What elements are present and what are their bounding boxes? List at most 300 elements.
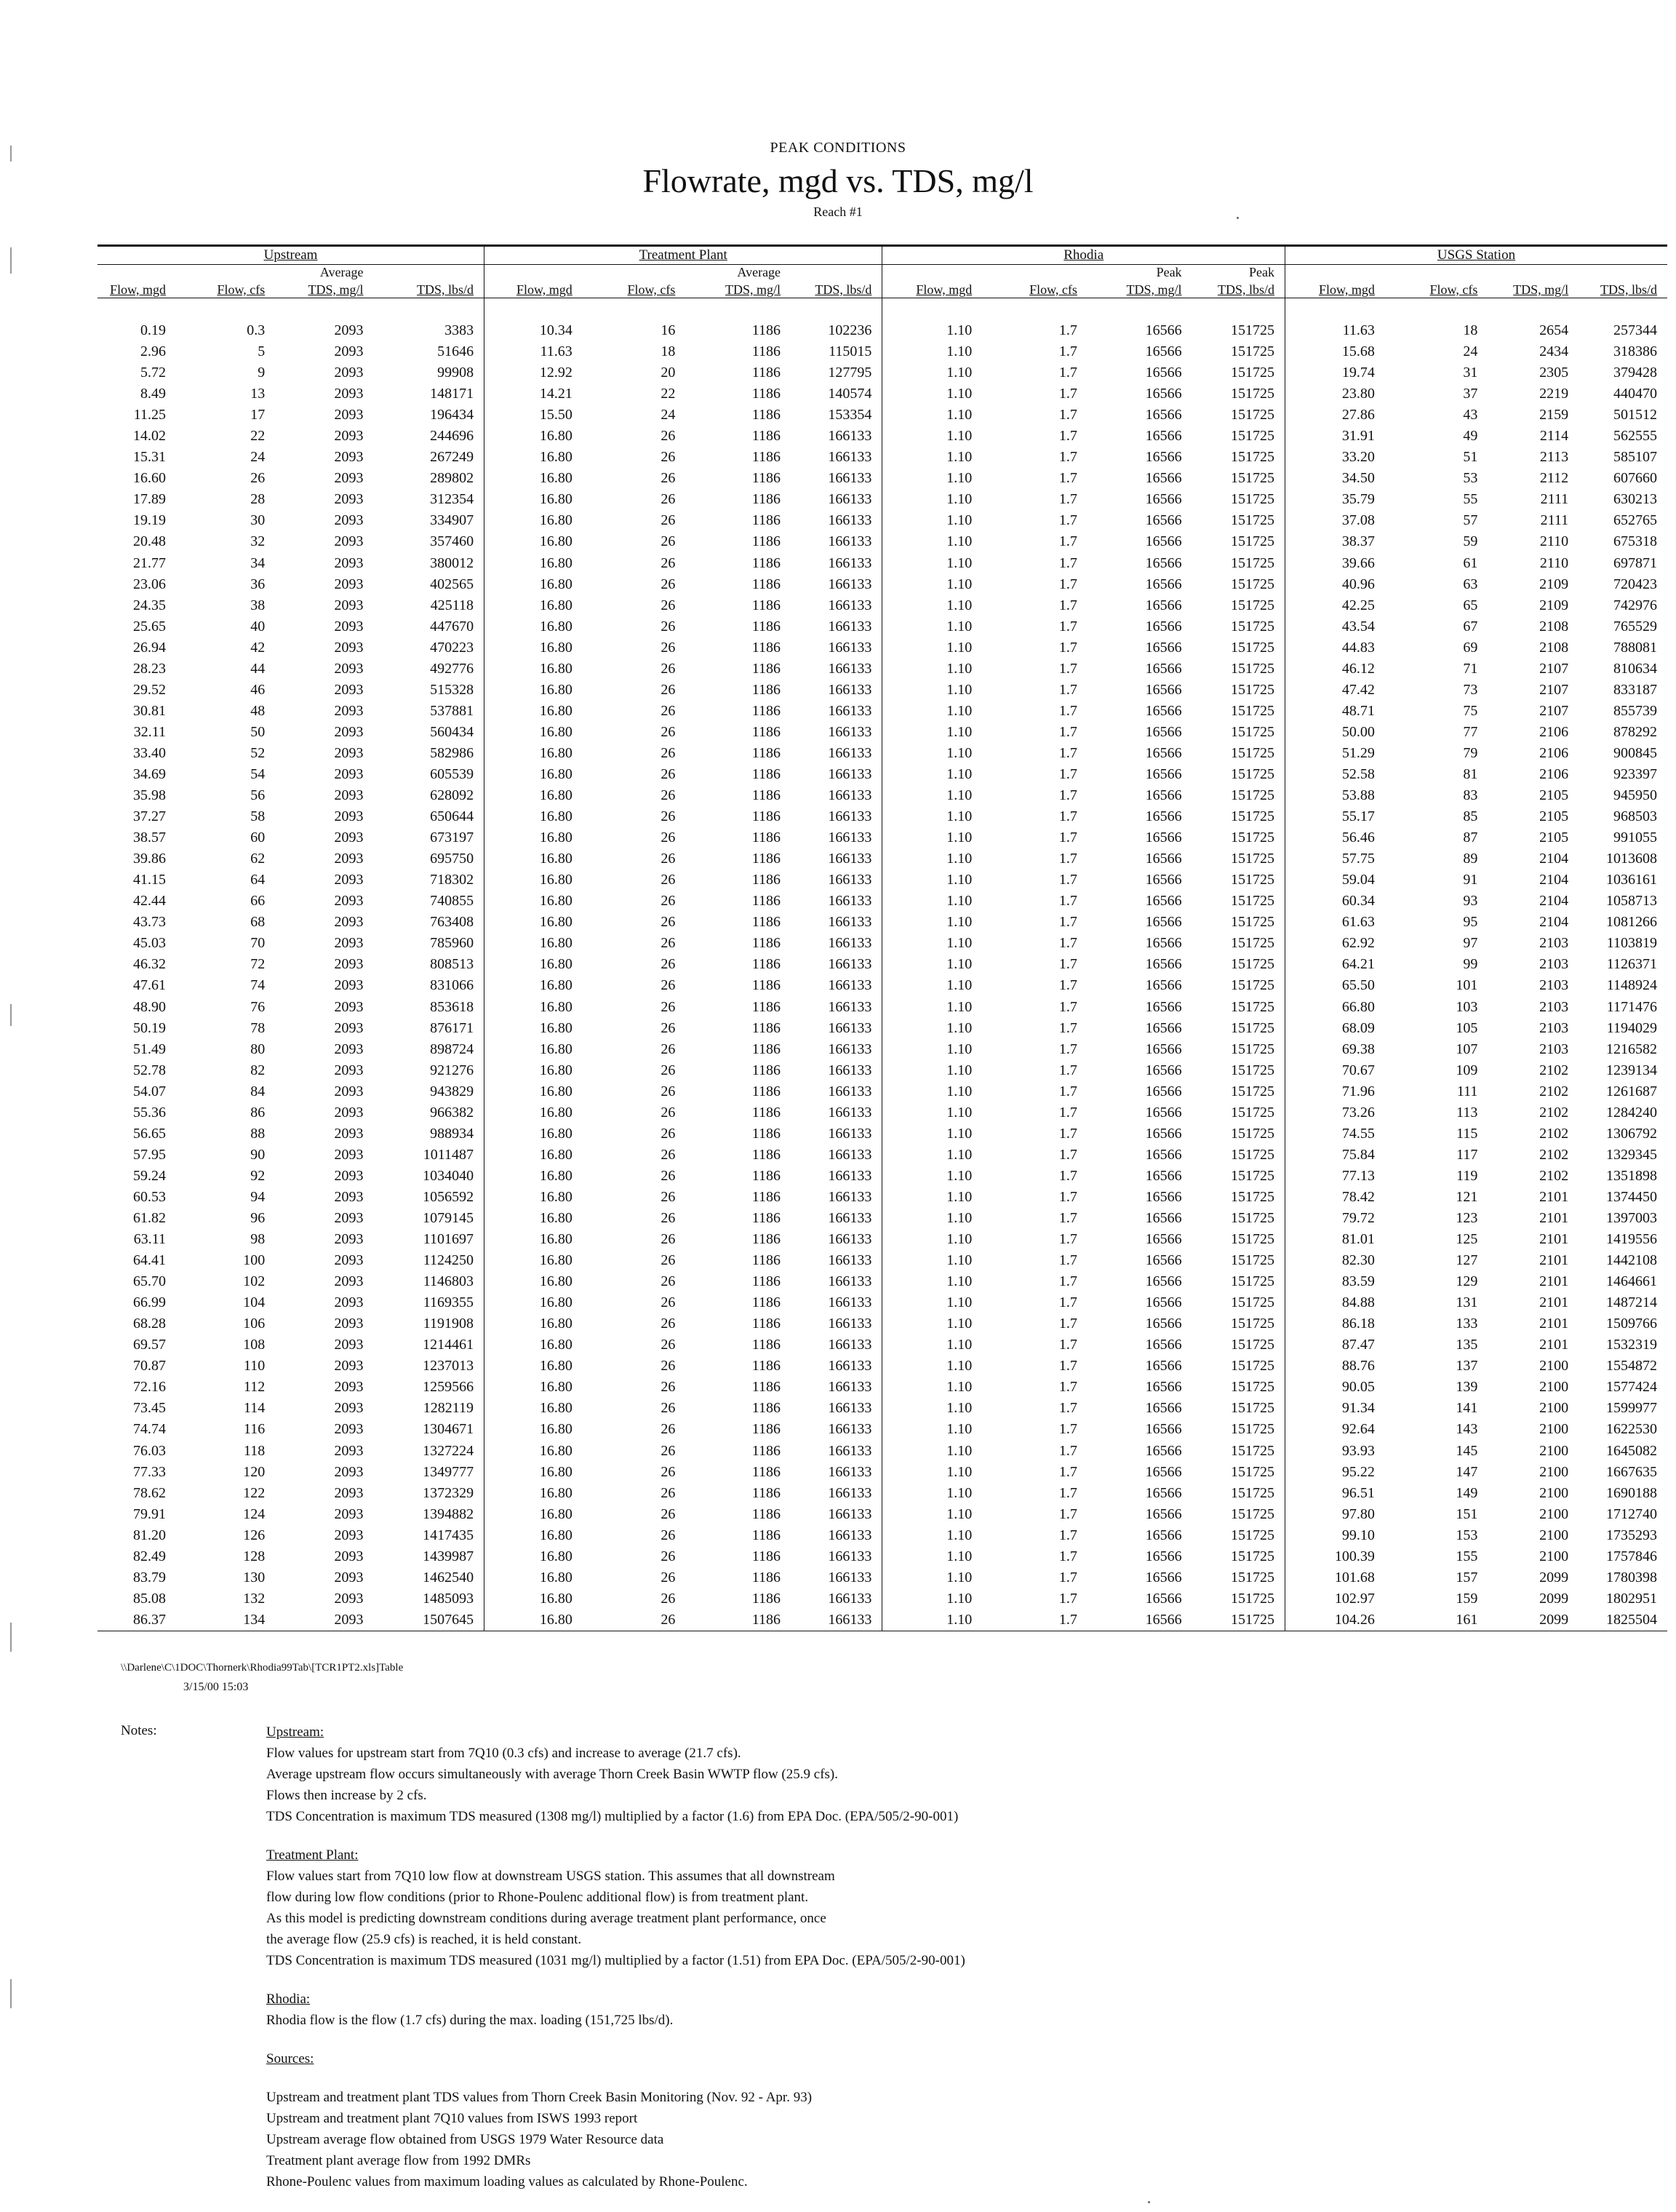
table-cell: 11.63 [1342,322,1375,339]
table-cell: 48.90 [132,998,166,1015]
table-cell: 1186 [751,681,781,698]
table-cell: 26 [661,1463,676,1480]
table-cell: 1.10 [946,830,973,846]
table-cell: 26 [661,1569,676,1586]
table-cell: 923397 [1613,766,1657,782]
table-cell: 16.80 [539,1400,572,1417]
table-cell: 878292 [1613,723,1657,740]
table-row [97,806,1667,827]
table-cell: 1186 [751,1231,781,1248]
table-cell: 1329345 [1606,1146,1657,1163]
table-cell: 44 [250,660,266,677]
table-cell: 24 [661,407,676,423]
table-cell: 1036161 [1606,872,1657,888]
table-cell: 122 [243,1484,266,1501]
table-cell: 25.65 [132,618,166,634]
table-body [97,320,1667,1631]
table-cell: 26 [661,702,676,719]
table-cell: 151725 [1192,1483,1285,1504]
table-cell: 501512 [1613,407,1657,423]
table-cell: 1.7 [1058,1358,1077,1374]
table-cell: 2101 [1539,1337,1569,1353]
table-cell: 104 [243,1294,266,1311]
table-cell: 26 [661,851,676,867]
table-cell: 16566 [1145,1104,1182,1121]
table-cell: 92.64 [1341,1421,1375,1438]
table-cell: 2101 [1539,1188,1569,1205]
table-cell: 76.03 [132,1442,166,1459]
table-cell: 96 [250,1209,266,1226]
column-header-top: Average [319,265,364,279]
table-cell: 16.80 [539,1083,572,1099]
table-row [97,1250,1667,1271]
table-cell: 2093 [334,343,364,360]
table-cell: 151725 [1192,848,1285,870]
table-cell: 1.7 [1058,1104,1077,1121]
table-cell: 145 [1456,1442,1478,1459]
table-cell: 26 [661,554,676,571]
table-cell: 26 [661,1337,676,1353]
table-cell: 16566 [1145,1316,1182,1332]
table-cell: 2093 [334,533,364,550]
column-header-top [882,265,982,281]
table-row [97,954,1667,975]
column-header-row [97,280,1667,298]
table-cell: 159 [1456,1590,1478,1607]
table-cell: 16.80 [539,681,572,698]
table-cell: 166133 [791,1271,882,1292]
table-cell: 1186 [751,365,781,381]
table-cell: 785960 [374,933,484,954]
table-cell: 134 [176,1610,275,1631]
table-row [97,531,1667,552]
scan-edge-mark [10,146,12,162]
table-cell: 1374450 [1606,1188,1657,1205]
table-cell: 16566 [1145,808,1182,825]
table-cell: 155 [1456,1548,1478,1564]
table-cell: 30.81 [132,702,166,719]
column-header: Flow, cfs [982,280,1088,298]
table-cell: 64.21 [1341,956,1375,973]
table-cell: 537881 [374,701,484,722]
table-cell: 62 [250,851,266,867]
table-cell: 68.28 [132,1316,166,1332]
table-cell: 151725 [1192,341,1285,362]
table-cell: 16566 [1145,872,1182,888]
table-cell: 166133 [791,743,882,764]
table-cell: 1.10 [946,1358,973,1374]
table-cell: 2093 [334,1019,364,1036]
table-cell: 83.79 [132,1569,166,1586]
table-cell: 117 [1456,1146,1478,1163]
table-cell: 1.7 [1058,365,1077,381]
table-cell: 1735293 [1606,1527,1657,1543]
table-cell: 2093 [334,386,364,402]
table-cell: 46 [250,681,266,698]
scan-dot [1148,2201,1150,2203]
table-cell: 166133 [791,447,882,468]
table-cell: 16.80 [539,1463,572,1480]
table-cell: 16 [661,322,676,339]
table-cell: 19.19 [132,512,166,529]
table-cell: 37.27 [132,808,166,825]
table-cell: 99908 [374,362,484,383]
table-cell: 74 [250,977,266,994]
table-cell: 68 [250,914,266,931]
table-cell: 1186 [751,1569,781,1586]
table-row [97,1018,1667,1039]
column-header-top: Peak [1192,265,1285,281]
table-cell: 63 [1463,576,1478,592]
table-row [97,637,1667,659]
table-cell: 1.10 [946,1463,973,1480]
table-cell: 1.7 [1058,681,1077,698]
table-cell: 2107 [1539,660,1569,677]
table-cell: 1186 [751,998,781,1015]
table-cell: 16.80 [539,554,572,571]
table-cell: 166133 [791,722,882,743]
table-cell: 66.80 [1341,998,1375,1015]
table-cell: 1186 [751,893,781,910]
table-cell: 81.20 [132,1527,166,1543]
table-cell: 151725 [1192,806,1285,827]
table-cell: 2093 [275,1610,373,1631]
table-cell: 54.07 [132,1083,166,1099]
table-cell: 153 [1456,1527,1478,1543]
table-cell: 2106 [1539,723,1569,740]
table-cell: 16.80 [539,830,572,846]
table-cell: 1284240 [1606,1104,1657,1121]
table-cell: 102 [243,1273,266,1290]
table-cell: 1186 [751,1273,781,1290]
table-cell: 78.62 [132,1484,166,1501]
table-cell: 788081 [1613,639,1657,656]
table-cell: 1186 [751,1083,781,1099]
table-cell: 1186 [751,597,781,613]
table-cell: 16.80 [539,1209,572,1226]
table-cell: 312354 [374,489,484,510]
note-line: flow during low flow conditions (prior to Rhone-Poulenc additional flow) is from treatment plant. [266,1890,809,1905]
table-cell: 73.45 [132,1400,166,1417]
table-cell: 1.7 [1058,597,1077,613]
table-cell: 1.10 [946,1167,973,1184]
table-cell: 16566 [1145,1209,1182,1226]
table-cell: 16.80 [539,1316,572,1332]
table-cell: 1.7 [1058,1421,1077,1438]
table-cell: 1.10 [946,1252,973,1269]
column-header-top [97,265,176,281]
table-cell: 98 [250,1231,266,1248]
table-cell: 26 [661,1379,676,1396]
table-cell: 26 [661,1252,676,1269]
table-cell: 102236 [791,320,882,341]
table-cell: 151725 [1192,912,1285,933]
table-cell: 1417435 [374,1525,484,1546]
table-row [97,1567,1667,1588]
table-cell: 379428 [1613,365,1657,381]
table-cell: 48 [250,702,266,719]
table-cell: 35.98 [132,787,166,804]
table-cell: 2093 [334,322,364,339]
table-cell: 16.80 [539,1231,572,1248]
table-cell: 166133 [791,1081,882,1102]
table-row [97,362,1667,383]
table-cell: 1186 [751,1421,781,1438]
table-cell: 149 [1456,1484,1478,1501]
table-cell: 1.7 [1058,998,1077,1015]
table-cell: 1.10 [946,977,973,994]
table-row [97,510,1667,531]
table-cell: 79 [1463,744,1478,761]
table-cell: 2093 [334,1337,364,1353]
table-cell: 2111 [1540,491,1569,508]
table-cell: 16566 [1145,1252,1182,1269]
table-cell: 2101 [1539,1316,1569,1332]
table-cell: 1.10 [946,914,973,931]
table-cell: 26 [661,914,676,931]
table-cell: 166133 [791,1567,882,1588]
table-cell: 166133 [791,785,882,806]
table-cell: 16.80 [539,597,572,613]
table-cell: 1186 [751,491,781,508]
table-cell: 166133 [791,1018,882,1039]
table-cell: 2108 [1539,639,1569,656]
table-cell: 991055 [1613,830,1657,846]
table-cell: 16.80 [539,998,572,1015]
table-cell: 153354 [791,405,882,426]
table-cell: 2093 [334,1527,364,1543]
table-cell: 166133 [791,1145,882,1166]
table-cell: 151725 [1192,595,1285,616]
table-row [97,743,1667,764]
table-row [97,1313,1667,1334]
table-cell: 46.12 [1341,660,1375,677]
table-cell: 1186 [751,1252,781,1269]
table-cell: 1186 [751,702,781,719]
table-cell: 50.19 [132,1019,166,1036]
table-cell: 151725 [1192,1145,1285,1166]
table-cell: 1351898 [1606,1167,1657,1184]
table-cell: 2093 [334,935,364,952]
table-cell: 42.25 [1341,597,1375,613]
notes-upstream-lines [266,1743,1430,1827]
table-cell: 2093 [334,512,364,529]
table-cell: 16566 [1145,1062,1182,1078]
table-row [97,1440,1667,1461]
table-cell: 105 [1456,1019,1478,1036]
table-cell: 1.7 [1058,470,1077,487]
table-cell: 34.50 [1341,470,1375,487]
table-cell: 1186 [751,618,781,634]
table-cell: 166133 [791,1039,882,1060]
table-cell: 103 [1456,998,1478,1015]
table-cell: 26 [661,1019,676,1036]
table-cell: 48.71 [1341,702,1375,719]
table-cell: 1507645 [374,1610,484,1631]
table-cell: 26 [661,977,676,994]
table-cell: 59.24 [132,1167,166,1184]
notes-treatment-lines [266,1866,1430,1971]
table-cell: 151725 [1192,659,1285,680]
table-row [97,1166,1667,1187]
table-cell: 1554872 [1606,1358,1657,1374]
table-cell: 101.68 [1334,1569,1375,1586]
table-cell: 109 [1456,1062,1478,1078]
table-cell: 2102 [1539,1167,1569,1184]
table-cell: 1.10 [946,1188,973,1205]
note-line: Flow values start from 7Q10 low flow at downstream USGS station. This assumes that all downstream [266,1869,835,1884]
table-cell: 2100 [1539,1442,1569,1459]
table-cell: 20 [661,365,676,381]
table-cell: 1397003 [1606,1209,1657,1226]
table-cell: 765529 [1613,618,1657,634]
table-cell: 1.7 [1058,1316,1077,1332]
table-cell: 16566 [1145,1400,1182,1417]
table-cell: 3383 [374,320,484,341]
table-cell: 151725 [1192,891,1285,912]
table-cell: 1599977 [1606,1400,1657,1417]
table-cell: 1.7 [1058,1505,1077,1522]
table-cell: 37 [1463,386,1478,402]
table-cell: 742976 [1613,597,1657,613]
table-cell: 66.99 [132,1294,166,1311]
table-cell: 151725 [1192,1504,1285,1525]
table-cell: 16566 [1145,449,1182,466]
table-cell: 82.30 [1341,1252,1375,1269]
table-cell: 26 [661,1316,676,1332]
notes-rhodia-heading: Rhodia: [266,1992,311,2007]
table-cell: 1.10 [946,1294,973,1311]
table-cell: 23.80 [1341,386,1375,402]
table-cell: 1.7 [1058,639,1077,656]
table-cell: 166133 [791,1525,882,1546]
table-cell: 2110 [1539,533,1569,550]
table-cell: 19.74 [1341,365,1375,381]
table-cell: 2103 [1539,977,1569,994]
table-cell: 1.10 [946,1505,973,1522]
table-cell: 1186 [751,744,781,761]
table-cell: 166133 [791,1166,882,1187]
table-cell: 151725 [1192,362,1285,383]
table-row [97,1208,1667,1229]
table-cell: 1.7 [1058,872,1077,888]
table-cell: 1802951 [1606,1590,1657,1607]
table-cell: 151725 [1192,1271,1285,1292]
note-line: As this model is predicting downstream conditions during average treatment plant performance, once [266,1911,826,1926]
table-cell: 2093 [334,1484,364,1501]
table-cell: 64 [250,872,266,888]
table-cell: 1186 [751,935,781,952]
table-cell: 2100 [1539,1548,1569,1564]
table-cell: 1.10 [946,1484,973,1501]
table-cell: 2093 [334,576,364,592]
table-cell: 1214461 [374,1334,484,1356]
table-cell: 1186 [751,428,781,445]
table-cell: 47.42 [1341,681,1375,698]
table-cell: 37.08 [1341,512,1375,529]
table-cell: 66 [250,893,266,910]
reach-label: Reach #1 [813,204,863,219]
table-cell: 106 [243,1316,266,1332]
table-row [97,1462,1667,1483]
table-cell: 1.7 [1058,428,1077,445]
note-line: the average flow (25.9 cfs) is reached, it is held constant. [266,1932,582,1947]
table-cell: 2093 [334,1146,364,1163]
table-cell: 718302 [374,870,484,891]
table-cell: 16566 [1145,1294,1182,1311]
table-cell: 2114 [1539,428,1569,445]
group-header-row [97,246,1667,265]
table-cell: 79.72 [1341,1209,1375,1226]
page-title: Flowrate, mgd vs. TDS, mg/l [642,162,1034,199]
table-cell: 97 [1463,935,1478,952]
table-cell: 31.91 [1341,428,1375,445]
table-cell: 1186 [751,449,781,466]
table-cell: 26 [661,744,676,761]
table-cell: 166133 [791,1377,882,1398]
table-cell: 2093 [334,1379,364,1396]
table-cell: 1013608 [1606,851,1657,867]
table-cell: 151725 [1192,827,1285,848]
table-cell: 2159 [1539,407,1569,423]
table-cell: 2093 [334,1590,364,1607]
table-cell: 1237013 [374,1356,484,1377]
table-cell: 1.10 [946,872,973,888]
column-header: Flow, mgd [1285,280,1385,298]
table-cell: 2101 [1539,1273,1569,1290]
table-cell: 99 [1463,956,1478,973]
table-cell: 55 [1463,491,1478,508]
table-cell: 151725 [1192,531,1285,552]
table-cell: 17.89 [132,491,166,508]
table-cell: 1.10 [946,1273,973,1290]
table-row [97,574,1667,595]
table-cell: 1.7 [982,1610,1088,1631]
table-cell: 16566 [1145,681,1182,698]
table-cell: 16566 [1145,998,1182,1015]
file-path: \\Darlene\C\1DOC\Thornerk\Rhodia99Tab\[TCR1PT2.xls]Table [121,1662,404,1674]
flow-tds-table [97,244,1667,1631]
table-cell: 67 [1463,618,1478,634]
table-cell: 128 [243,1548,266,1564]
table-cell: 135 [1456,1337,1478,1353]
table-cell: 26 [661,512,676,529]
table-cell: 16.60 [132,470,166,487]
table-cell: 1.7 [1058,1548,1077,1564]
table-row [97,1229,1667,1250]
column-header: Flow, cfs [176,280,275,298]
table-cell: 151725 [1192,1313,1285,1334]
table-row [97,1588,1667,1610]
table-cell: 57.95 [132,1146,166,1163]
table-cell: 108 [243,1337,266,1353]
table-cell: 52.58 [1341,766,1375,782]
table-cell: 2093 [334,1062,364,1078]
table-cell: 16566 [1145,407,1182,423]
table-cell: 582986 [374,743,484,764]
table-cell: 2093 [334,554,364,571]
table-cell: 17 [250,407,266,423]
table-row [97,891,1667,912]
note-line: Average upstream flow occurs simultaneously with average Thorn Creek Basin WWTP flow (25.9 cfs). [266,1767,838,1782]
table-cell: 151725 [1192,1588,1285,1610]
table-cell: 1.7 [1058,1484,1077,1501]
table-cell: 151725 [1192,574,1285,595]
table-cell: 16566 [1145,1505,1182,1522]
table-cell: 81.01 [1341,1231,1375,1248]
table-cell: 1186 [751,343,781,360]
table-cell: 1186 [751,1104,781,1121]
